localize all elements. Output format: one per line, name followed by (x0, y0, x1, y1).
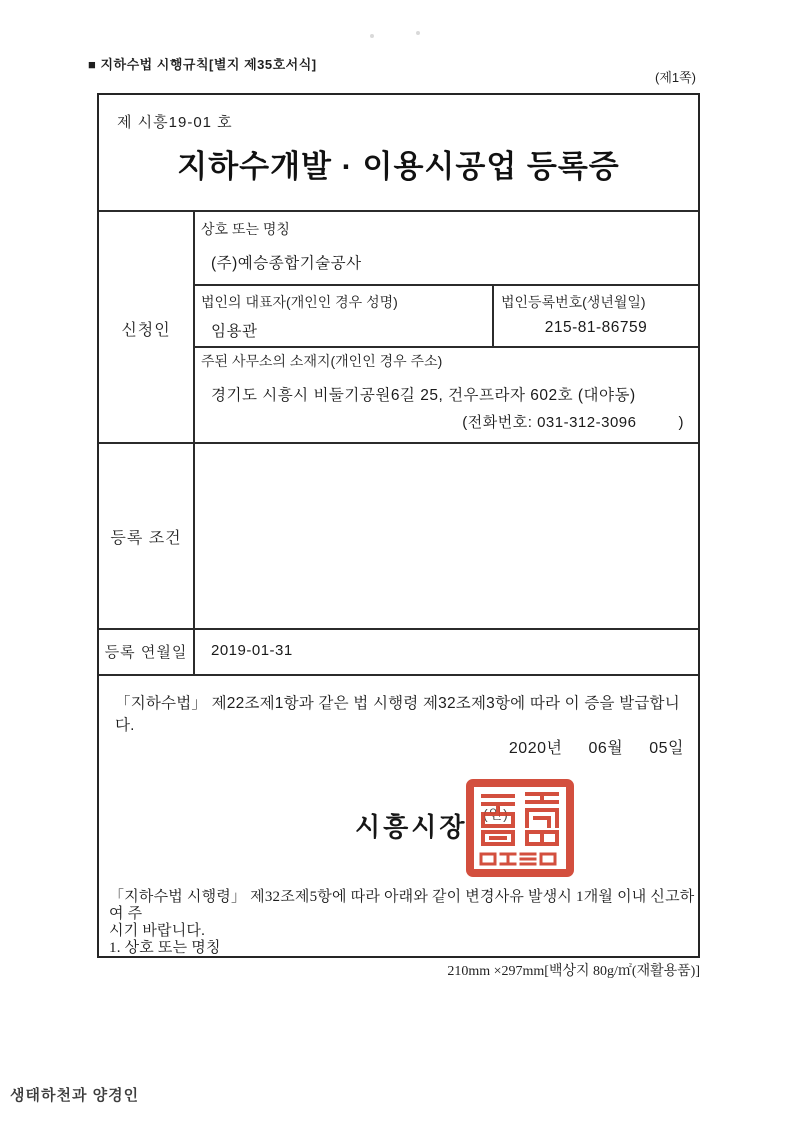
paper-spec-note: 210mm ×297mm[백상지 80g/㎡(재활용품)] (447, 964, 700, 979)
notice-line-1: 「지하수법 시행령」 제32조제5항에 따라 아래와 같이 변경사유 발생시 1개월 이내 신고하여 주 (109, 889, 695, 922)
document-number: 제 시흥19-01 호 (117, 114, 233, 131)
issuance-statement: 「지하수법」 제22조제1항과 같은 법 시행령 제32조제3항에 따라 이 증을 발급합니다. (115, 695, 680, 734)
certificate-title: 지하수개발 · 이용시공업 등록증 (177, 149, 620, 184)
issue-day: 05일 (649, 740, 684, 757)
certificate-box (97, 93, 700, 958)
row-header-applicant: 신청인 (121, 322, 171, 339)
scan-artifact (370, 34, 374, 38)
phone-number-line (462, 411, 684, 432)
notice-line-2: 시기 바랍니다. (109, 923, 206, 939)
corp-regno-label: 법인등록번호(생년월일) (501, 294, 646, 310)
divider (99, 210, 698, 212)
address-label: 주된 사무소의 소재지(개인인 경우 주소) (201, 353, 443, 369)
issue-year: 2020년 (508, 740, 563, 757)
divider (193, 284, 698, 286)
phone-number-text: (전화번호: 031-312-3096 (462, 414, 637, 431)
corp-regno-value: 215-81-86759 (544, 319, 648, 336)
divider (99, 442, 698, 444)
page-number-marker: (제1쪽) (655, 70, 697, 85)
company-name-label: 상호 또는 명칭 (201, 221, 290, 237)
issuer-title: 시흥시장 (355, 812, 468, 842)
official-seal-area (465, 778, 575, 878)
department-stamp-text: 생태하천과 양경인 (10, 1087, 140, 1104)
representative-value: 임용관 (211, 323, 258, 340)
phone-close-paren: ) (678, 414, 684, 431)
registration-date-value: 2019-01-31 (211, 642, 293, 659)
official-seal-stamp-icon (465, 778, 575, 878)
issue-date (509, 735, 684, 758)
seal-placeholder-text: (인) (483, 806, 509, 822)
row-header-regdate: 등록 연월일 (104, 644, 188, 661)
change-report-notice (109, 889, 698, 957)
notice-line-3: 1. 상호 또는 명칭 (109, 940, 221, 956)
divider (193, 346, 698, 348)
form-reference: ■ 지하수법 시행규칙[별지 제35호서식] (88, 57, 317, 72)
issue-month: 06월 (588, 740, 624, 757)
scan-artifact (416, 31, 420, 35)
divider (99, 674, 698, 676)
divider (193, 210, 195, 676)
representative-label: 법인의 대표자(개인인 경우 성명) (201, 294, 398, 310)
company-name-value: (주)예승종합기술공사 (211, 255, 362, 272)
divider (99, 628, 698, 630)
row-header-conditions: 등록 조건 (110, 530, 182, 547)
address-value: 경기도 시흥시 비둘기공원6길 25, 건우프라자 602호 (대야동) (211, 387, 636, 404)
